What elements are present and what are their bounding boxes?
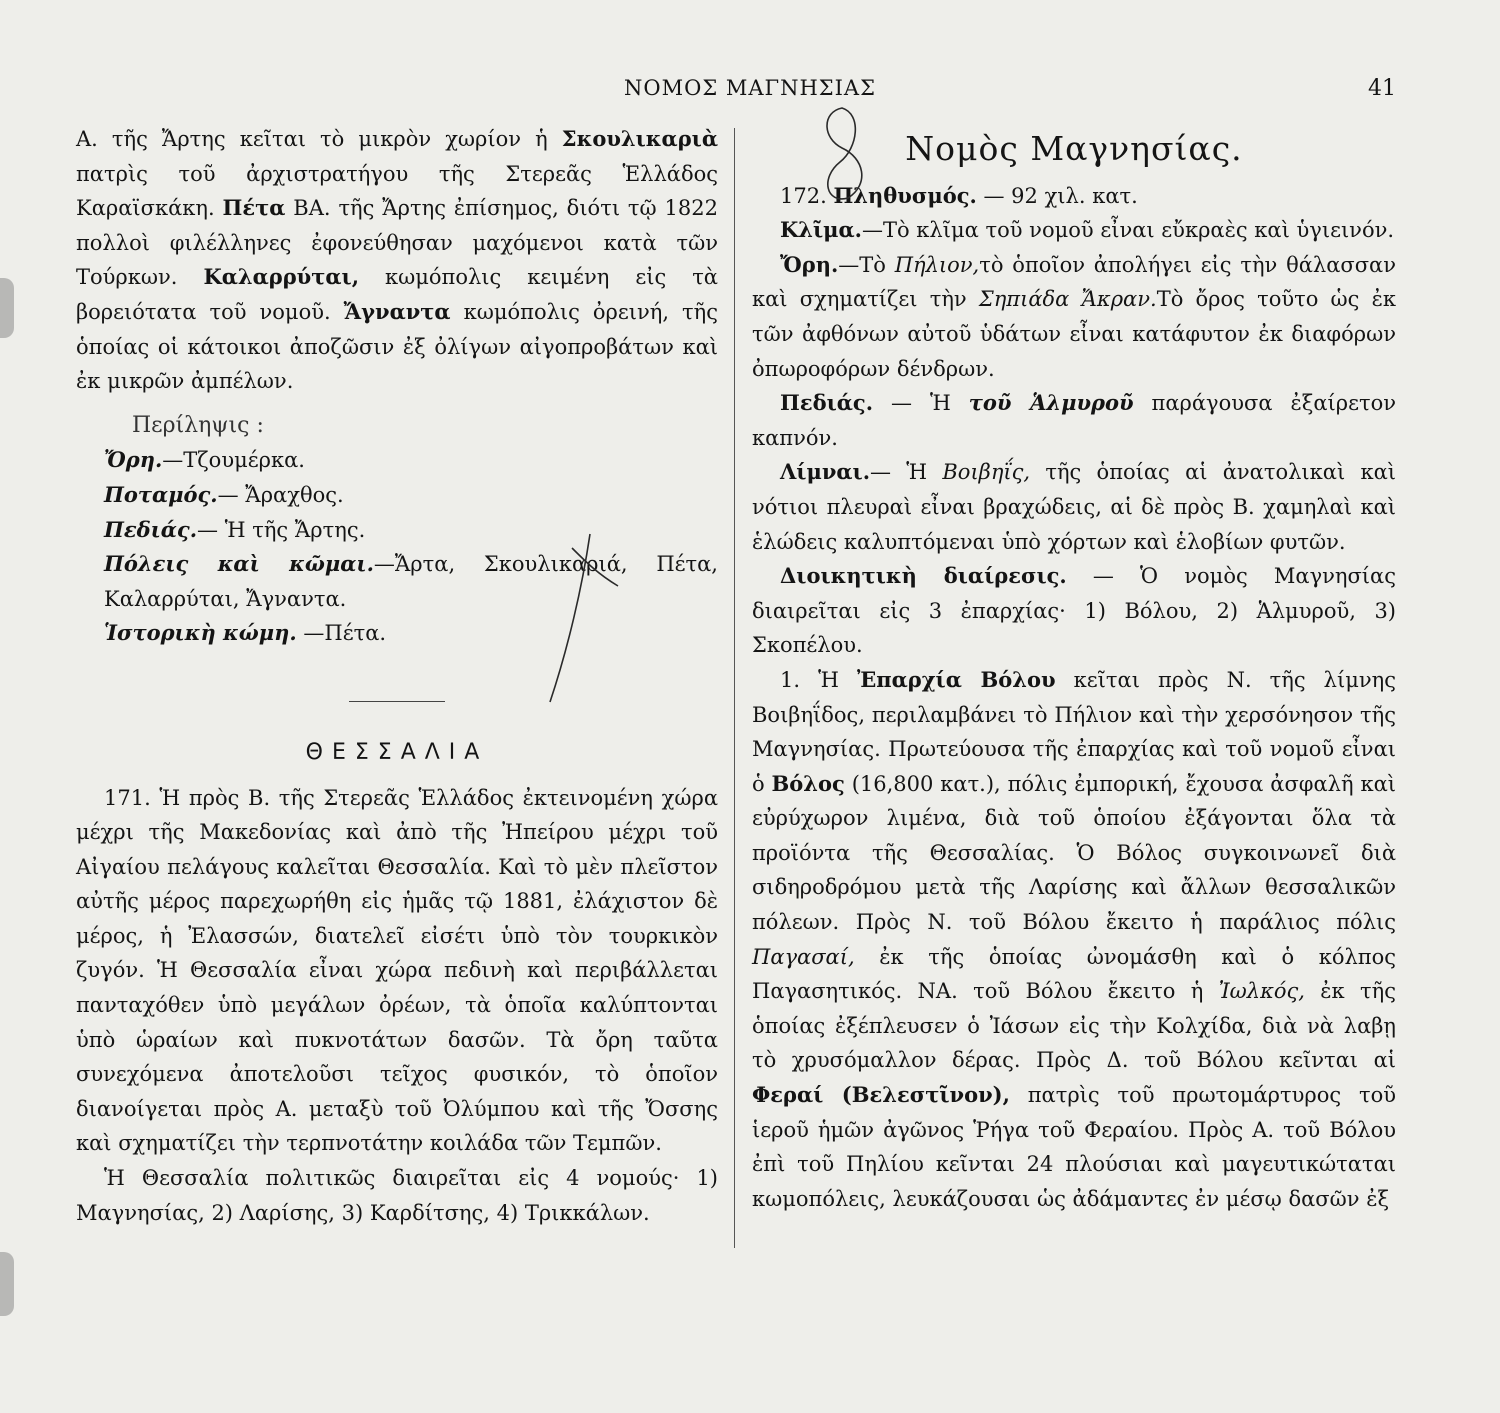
- text-run: τῆς ὁποίας αἱ ἀνατολικαὶ καὶ νότιοι πλευραὶ εἶναι βραχώδεις, αἱ δὲ πρὸς Β. χαμηλαὶ καὶ ἑλώδεις καλυπτόμεναι ὑπὸ χόρτων καὶ ἑλοβίων φυτῶν.: [752, 460, 1396, 554]
- text-run: — Ἡ: [870, 460, 943, 485]
- text-run: τὸ ὁποῖον ἀπολήγει εἰς τὴν θάλασσαν καὶ σχηματίζει τὴν: [752, 252, 1396, 312]
- place-pagasai: Παγασαί,: [752, 944, 855, 969]
- summary-item: [76, 478, 718, 513]
- text-run: (16,800 κατ.), πόλις ἐμπορική, ἔχουσα ἀσφαλῆ καὶ εὐρύχωρον λιμένα, διὰ τοῦ ὁποίου ἐξάγονται ὅλα τὰ προϊόντα τῆς Θεσσαλίας. Ὁ Βόλος συγκοινωνεῖ διὰ σιδηροδρόμου μετὰ τῆς Λαρίσης καὶ ἄλλων θεσσαλικῶν πόλεων. Πρὸς Ν. τοῦ Βόλου ἔκειτο ἡ παράλιος πόλις: [752, 771, 1396, 935]
- summary-text: — Ἡ τῆς Ἄρτης.: [197, 517, 366, 542]
- paragraph-administration: [752, 559, 1396, 663]
- text-run: ΒΑ. τῆς Ἄρτης ἐπίσημος, διότι τῷ 1822 πολλοὶ φιλέλληνες ἐφονεύθησαν μαχόμενοι κατὰ τῶν Τούρκων.: [76, 196, 718, 290]
- text-run: Ἡ πρὸς Β. τῆς Στερεᾶς Ἑλλάδος ἐκτεινομένη χώρα μέχρι τῆς Μακεδονίας καὶ ἀπὸ τῆς Ἠπείρου μέχρι τοῦ Αἰγαίου πελάγους καλεῖται Θεσσαλία. Καὶ τὸ μὲν πλεῖστον αὐτῆς μέρος παρεχωρήθη εἰς ἡμᾶς τῷ 1881, ἐλάχιστον δὲ μέρος, ἡ Ἐλασσών, διατελεῖ εἰσέτι ὑπὸ τὸν τουρκικὸν ζυγόν. Ἡ Θεσσαλία εἶναι χώρα πεδινὴ καὶ περιβάλλεται πανταχόθεν ὑπὸ μεγάλων ὀρέων, τὰ ὁποῖα καλύπτονται ὑπὸ ὡραίων καὶ πυκνοτάτων δασῶν. Τὰ ὄρη ταῦτα συνεχόμενα ἀποτελοῦσι τεῖχος φυσικόν, τὸ ὁποῖον διανοίγεται πρὸς Α. μεταξὺ τοῦ Ὀλύμπου καὶ τῆς Ὄσσης καὶ σχηματίζει τὴν τερπνοτάτην κοιλάδα τῶν Τεμπῶν.: [76, 785, 718, 1156]
- topic-label: Ὄρη.: [780, 251, 839, 277]
- place-kalarrytai: Καλαρρύται,: [203, 264, 359, 290]
- summary-label: Ἱστορικὴ κώμη.: [104, 620, 297, 646]
- running-head: [0, 72, 1500, 108]
- section-rule: [349, 701, 445, 702]
- topic-label: Πεδιάς.: [780, 390, 874, 416]
- text-run: Α. τῆς Ἄρτης κεῖται τὸ μικρὸν χωρίον ἡ: [76, 127, 562, 151]
- topic-label: Πληθυσμός.: [833, 182, 977, 208]
- summary-text: —Τζουμέρκα.: [162, 448, 305, 473]
- text-run: 1. Ἡ: [780, 667, 857, 692]
- summary-text: — Ἄραχθος.: [217, 482, 344, 507]
- paragraph-divisions: Ἡ Θεσσαλία πολιτικῶς διαιρεῖται εἰς 4 νομούς· 1) Μαγνησίας, 2) Λαρίσης, 3) Καρδίτσης, 4) Τρικκάλων.: [76, 1166, 718, 1225]
- paragraph-171: [76, 781, 718, 1162]
- place-pelion: Πήλιον,: [894, 252, 980, 277]
- summary-label: Ὄρη.: [104, 447, 163, 473]
- summary-label: Ποταμός.: [104, 481, 218, 507]
- paragraph-volos-eparchy: [752, 663, 1396, 1217]
- text-run: πατρὶς τοῦ πρωτομάρτυρος τοῦ ἱεροῦ ἡμῶν ἀγῶνος Ῥήγα τοῦ Φεραίου. Πρὸς Α. τοῦ Βόλου ἐπὶ τοῦ Πηλίου κεῖνται 24 πλούσιαι καὶ μαγευτικώταται κωμοπόλεις, λευκάζουσαι ὡς ἀδάμαντες ἐν μέσῳ δασῶν ἐξ: [752, 1083, 1396, 1211]
- place-boibeis: Βοιβηΐς,: [942, 460, 1031, 485]
- summary-label: Πεδιάς.: [104, 516, 198, 542]
- paragraph-number: 171.: [104, 785, 151, 810]
- summary-item: [76, 443, 718, 478]
- text-run: πατρὶς τοῦ ἀρχιστρατήγου τῆς Στερεᾶς Ἑλλάδος Καραϊσκάκη.: [76, 161, 718, 221]
- handwritten-numeral-mark: [812, 104, 876, 204]
- text-run: —Τὸ: [838, 252, 895, 277]
- paragraph-arta-villages: [76, 122, 718, 399]
- place-volos: Βόλος: [771, 770, 845, 796]
- text-run: Τὸ ὄρος τοῦτο ὡς ἐκ τῶν ἀφθόνων αὐτοῦ ὑδάτων εἶναι κατάφυτον ἐκ διαφόρων ὀπωροφόρων δένδρων.: [752, 287, 1397, 381]
- summary-text: —Ἄρτα, Σκουλικαριά, Πέτα, Καλαρρύται, Ἄγναντα.: [104, 552, 718, 611]
- summary-label: Πόλεις καὶ κῶμαι.: [104, 551, 374, 577]
- place-almyros: τοῦ Ἁλμυροῦ: [968, 390, 1134, 416]
- paragraph-lakes: [752, 455, 1396, 559]
- section-heading-thessaly: ΘΕΣΣΑΛΙΑ: [305, 739, 489, 765]
- place-eparchy-volos: Ἐπαρχία Βόλου: [856, 666, 1056, 692]
- text-run: —Τὸ κλῖμα τοῦ νομοῦ εἶναι εὔκραὲς καὶ ὑγιεινόν.: [861, 218, 1395, 243]
- place-agnanta: Ἄγναντα: [343, 298, 451, 324]
- place-skoulikaria: Σκουλικαριὰ: [561, 126, 718, 151]
- place-iolkos: Ἰωλκός,: [1218, 979, 1305, 1004]
- margin-blot: [0, 278, 14, 338]
- text-run: ἐκ τῆς ὁποίας ὠνομάσθη καὶ ὁ κόλπος Παγασητικός. ΝΑ. τοῦ Βόλου ἔκειτο ἡ: [752, 944, 1396, 1004]
- place-pherai: Φεραί (Βελεστῖνον),: [752, 1082, 1010, 1108]
- running-head-title: ΝΟΜΟΣ ΜΑΓΝΗΣΙΑΣ: [624, 76, 876, 100]
- text-run: κωμόπολις ὀρεινή, τῆς ὁποίας οἱ κάτοικοι ἀποζῶσιν ἐξ ὀλίγων αἰγοπροβάτων καὶ ἐκ μικρῶν ἀμπέλων.: [76, 299, 718, 394]
- text-run: — Ὁ νομὸς Μαγνησίας διαιρεῖται εἰς 3 ἐπαρχίας· 1) Βόλου, 2) Ἁλμυροῦ, 3) Σκοπέλου.: [752, 564, 1396, 658]
- right-column: [752, 122, 1396, 1216]
- summary-text: —Πέτα.: [296, 621, 387, 646]
- text-run: — Ἡ: [873, 391, 969, 416]
- paragraph-plain: [752, 386, 1396, 455]
- column-divider: [734, 128, 735, 1248]
- paragraph-number: 172.: [780, 183, 827, 208]
- summary-heading: Περίληψις :: [132, 412, 264, 438]
- text-run: κεῖται πρὸς Ν. τῆς λίμνης Βοιβηΐδος, περιλαμβάνει τὸ Πήλιον καὶ τὴν χερσόνησον τῆς Μαγνησίας. Πρωτεύουσα τῆς ἐπαρχίας καὶ τοῦ νομοῦ εἶναι ὁ: [752, 667, 1396, 796]
- topic-label: Διοικητικὴ διαίρεσις.: [780, 563, 1067, 589]
- place-sepias-cape: Σηπιάδα Ἄκραν.: [978, 287, 1157, 312]
- paragraph-climate: [752, 213, 1396, 248]
- topic-label: Λίμναι.: [780, 459, 871, 485]
- text-run: — 92 χιλ. κατ.: [976, 183, 1138, 208]
- place-peta: Πέτα: [222, 195, 286, 221]
- text-run: παράγουσα ἐξαίρετον καπνόν.: [752, 391, 1396, 450]
- handwritten-x-mark: [528, 528, 624, 708]
- text-run: ἐκ τῆς ὁποίας ἐξέπλευσεν ὁ Ἰάσων εἰς τὴν Κολχίδα, διὰ νὰ λαβῃ τὸ χρυσόμαλλον δέρας. Πρὸς Δ. τοῦ Βόλου κεῖνται αἱ: [752, 979, 1396, 1073]
- margin-blot: [0, 1252, 14, 1316]
- paragraph-mountains: [752, 248, 1396, 386]
- topic-label: Κλῖμα.: [780, 217, 862, 243]
- text-run: κωμόπολις κειμένη εἰς τὰ βορειότατα τοῦ νομοῦ.: [76, 265, 718, 324]
- chapter-title: Νομὸς Μαγνησίας.: [905, 129, 1243, 168]
- page-number: 41: [1368, 76, 1396, 101]
